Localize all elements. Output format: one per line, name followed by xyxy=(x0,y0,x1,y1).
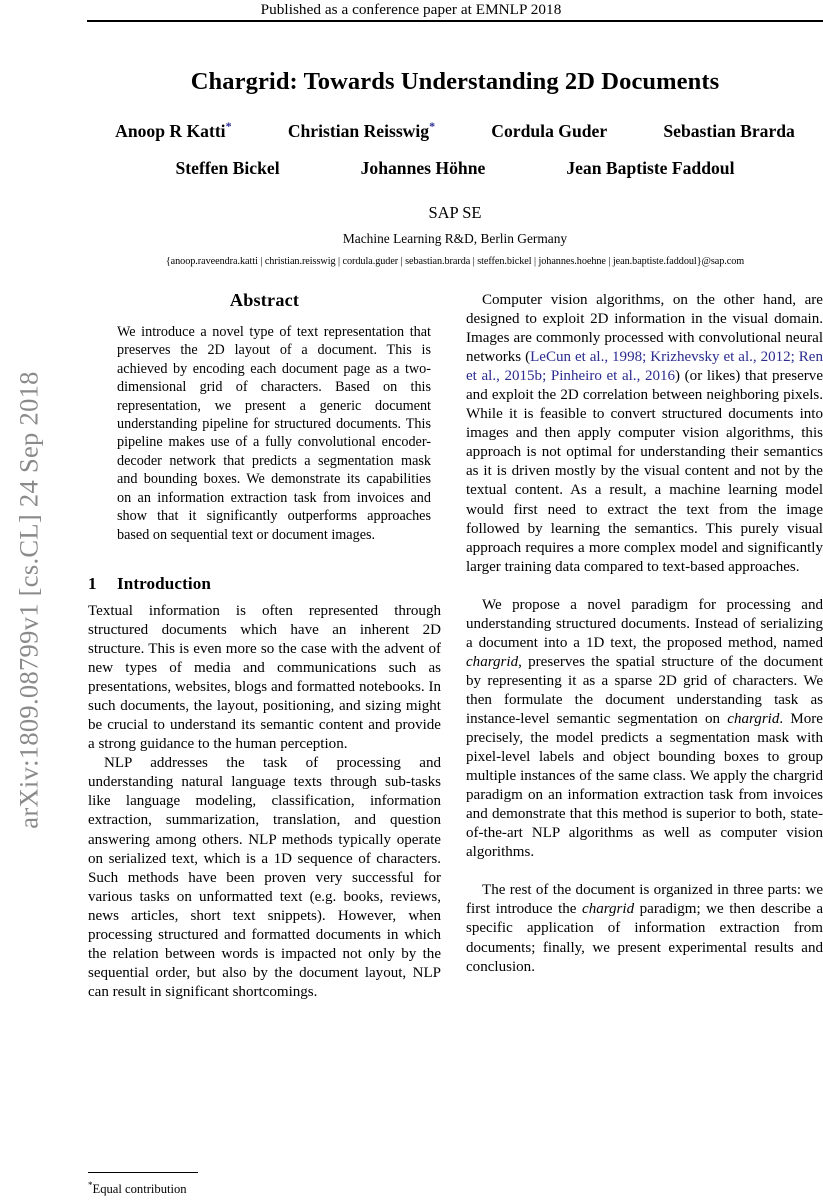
section-heading-introduction xyxy=(88,574,441,593)
right-column xyxy=(466,291,823,992)
affiliation-department: Machine Learning R&D, Berlin Germany xyxy=(342,231,568,246)
paragraph: Textual information is often represented through structured documents which have an inherent 2D structure. This is even more so the case with the advent of new types of media and communications such as presentations, websites, blogs and formatted notebooks. In such documents, the layout, positioning, and sizing might be crucial to understand its semantic content and provide a strong guidance to the human perception. xyxy=(88,602,441,753)
author-entry xyxy=(115,119,231,142)
paragraph-text-tail: ) (or likes) that preserve and exploit the 2D correlation between neighboring pixels. While it is feasible to convert structured documents into images and then apply computer vision algorithms, this approach is not optimal for understanding their semantics as it is driven mostly by the visual content and not by the textual content. As a result, a machine learning model would first need to extract the text from the image followed by learning the semantics. This purely visual approach requires a more complex model and significantly larger training data compared to text-based approaches. xyxy=(466,368,823,575)
author-name: Sebastian Brarda xyxy=(663,120,795,141)
left-column xyxy=(88,291,441,1002)
paragraph-text-b: , preserves the spatial structure of the document by representing it as a sparse 2D grid of characters. We then formulate the document understanding task as instance-level semantic segmentation on xyxy=(466,653,823,727)
author-name: Anoop R Katti xyxy=(115,120,226,141)
paragraph: NLP addresses the task of processing and understanding natural language texts through sub-tasks like language modeling, classification, information extraction, summarization, translation, and question answering among others. NLP methods typically operate on serialized text, which is a 1D sequence of characters. Such methods have been proven very successful for various tasks on unformatted text (e.g. books, reviews, news articles, short text snippets). However, when processing structured and formatted documents in which the relation between words is impacted not only by the sequential order, but also by the document layout, NLP can result in significant shortcomings. xyxy=(88,755,441,1000)
abstract-body: We introduce a novel type of text representation that preserves the 2D layout of a document. This is achieved by encoding each document page as a two-dimensional grid of characters. Based on this representation, we present a generic document understanding pipeline for structured documents. This pipeline makes use of a fully convolutional encoder-decoder network that predicts a segmentation mask and bounding boxes. We demonstrate its capabilities on an information extraction task from invoices and show that it significantly outperforms approaches based on sequential text or document images. xyxy=(117,324,431,543)
author-entry xyxy=(361,158,486,179)
paragraph-text-b: paradigm; we then describe a specific application of information extraction from documents; finally, we present experimental results and conclusion. xyxy=(466,901,823,975)
page-title: Chargrid: Towards Understanding 2D Documents xyxy=(190,68,720,96)
affiliation-emails: {anoop.raveendra.katti | christian.reisswig | cordula.guder | sebastian.brarda | steffen.bickel | johannes.hoehne | jean.baptiste.faddoul}@sap.com xyxy=(165,256,745,267)
author-entry xyxy=(663,121,794,142)
term-chargrid: chargrid xyxy=(466,653,519,670)
author-name: Cordula Guder xyxy=(491,120,608,141)
author-entry xyxy=(491,121,607,142)
paragraph xyxy=(466,291,823,577)
abstract-heading: Abstract xyxy=(229,290,300,310)
term-chargrid: chargrid xyxy=(727,710,780,727)
paragraph xyxy=(466,596,823,863)
paragraph-text-c: . More precisely, the model predicts a segmentation mask with pixel-level labels and object bounding boxes to group multiple instances of the same class. We apply the chargrid paradigm on an information extraction task from invoices and demonstrate that this method is superior to both, state-of-the-art NLP algorithms as well as computer vision algorithms. xyxy=(466,710,823,861)
term-chargrid: chargrid xyxy=(582,901,635,918)
section-number: 1 xyxy=(88,573,97,593)
citation-link[interactable]: LeCun et al., 1998; Krizhevsky et al., 2012; Ren et al., 2015b; Pinheiro et al., 2016 xyxy=(466,349,823,385)
author-name: Johannes Höhne xyxy=(360,158,486,178)
author-name: Christian Reisswig xyxy=(287,120,430,141)
paragraph xyxy=(466,881,823,976)
paragraph-text-a: The rest of the document is organized in three parts: we first introduce the xyxy=(466,882,823,918)
affiliation-organization: SAP SE xyxy=(428,203,482,222)
author-name: Steffen Bickel xyxy=(175,158,280,178)
running-head: Published as a conference paper at EMNLP 2018 xyxy=(260,1,562,18)
footnote xyxy=(88,1180,441,1197)
header-rule xyxy=(87,20,823,22)
author-footnote-marker[interactable]: * xyxy=(429,119,436,133)
footnote-marker: * xyxy=(88,1180,93,1190)
author-footnote-marker[interactable]: * xyxy=(225,119,232,133)
section-title: Introduction xyxy=(117,573,211,593)
author-name: Jean Baptiste Faddoul xyxy=(566,158,735,178)
author-entry xyxy=(176,158,280,179)
paragraph-text-lead: Computer vision algorithms, on the other hand, are designed to exploit 2D information in the visual domain. Images are commonly processed with convolutional neural networks ( xyxy=(466,292,823,366)
author-entry xyxy=(288,119,435,142)
author-entry xyxy=(566,158,734,179)
paragraph-text-a: We propose a novel paradigm for processing and understanding structured documents. Instead of serializing a document into a 1D text, the proposed method, named xyxy=(466,596,823,651)
author-row-2 xyxy=(87,158,823,179)
footnote-separator xyxy=(88,1172,198,1173)
author-row-1 xyxy=(87,119,823,142)
footnote-text: Equal contribution xyxy=(92,1182,187,1197)
arxiv-stamp-text: arXiv:1809.08799v1 [cs.CL] 24 Sep 2018 xyxy=(13,371,44,829)
